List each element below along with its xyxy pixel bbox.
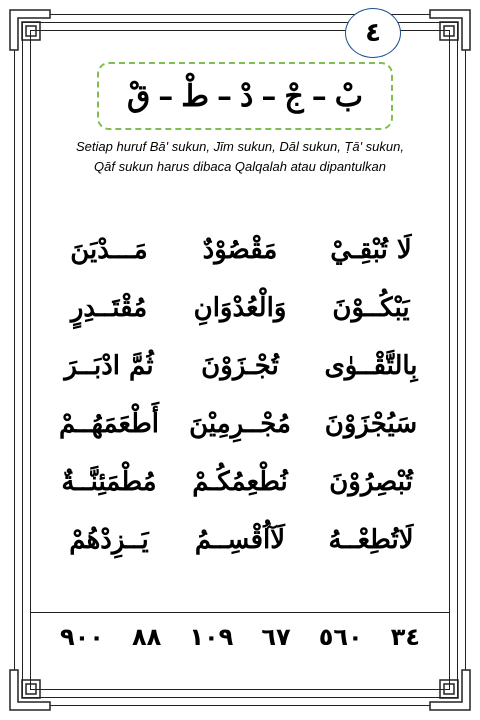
- practice-word: مُجْــرِمِيْنَ: [189, 409, 291, 439]
- letter: قْ: [127, 78, 151, 114]
- practice-word: مُقْتَــدِرٍ: [70, 293, 148, 323]
- letter-separator: –: [217, 78, 233, 114]
- letter-separator: –: [158, 78, 174, 114]
- instruction-line: Qāf sukun harus dibaca Qalqalah atau dipantulkan: [94, 159, 386, 174]
- practice-word: تُجْـزَوْنَ: [201, 351, 279, 381]
- practice-word: تُبْصِرُوْنَ: [329, 467, 413, 497]
- word-row: [44, 518, 436, 576]
- corner-ornament-icon: [8, 8, 52, 52]
- practice-word: لَاتُطِعْــهُ: [328, 525, 414, 555]
- word-row: [44, 402, 436, 460]
- letter: طْ: [181, 78, 210, 114]
- practice-word: أَطْعَمَهُــمْ: [58, 409, 159, 439]
- practice-word: ثُمَّ ادْبَــرَ: [64, 351, 154, 381]
- letter-separator: –: [311, 78, 327, 114]
- word-row: [44, 460, 436, 518]
- letter: دْ: [240, 78, 254, 114]
- practice-word: سَيُجْزَوْنَ: [324, 409, 418, 439]
- letter-separator: –: [261, 78, 277, 114]
- practice-word-grid: [44, 228, 436, 576]
- arabic-number: ٥٦٠: [318, 623, 363, 651]
- instruction-text: [40, 137, 440, 177]
- practice-word: لَآاُقْسِــمُ: [194, 525, 286, 555]
- practice-word: مَـــدْيَنَ: [70, 235, 148, 265]
- arabic-number: ٩٠٠: [60, 623, 104, 651]
- letter: بْ: [334, 78, 364, 114]
- arabic-number: ٦٧: [261, 623, 291, 651]
- qalqalah-letters-box: [97, 62, 393, 130]
- practice-word: لَا تُبْقِـيْ: [330, 235, 412, 265]
- practice-word: يَبْكُــوْنَ: [332, 293, 410, 323]
- number-strip-divider: [30, 612, 450, 613]
- practice-word: وَالْعُدْوَانِ: [193, 293, 287, 323]
- word-row: [44, 344, 436, 402]
- practice-word: مَقْصُوْدٌ: [202, 235, 278, 265]
- practice-word: بِالتَّقْــوٰى: [324, 351, 418, 381]
- arabic-number: ٣٤: [390, 623, 420, 651]
- arabic-number: ٨٨: [132, 623, 162, 651]
- word-row: [44, 228, 436, 286]
- word-row: [44, 286, 436, 344]
- arabic-number-strip: [60, 620, 420, 654]
- practice-word: يَــزِدْهُمْ: [69, 525, 149, 555]
- arabic-number: ١٠٩: [189, 623, 234, 651]
- letter: جْ: [284, 78, 304, 114]
- corner-ornament-icon: [428, 8, 472, 52]
- corner-ornament-icon: [428, 668, 472, 712]
- instruction-line: Setiap huruf Bā' sukun, Jīm sukun, Dāl sukun, Ṭā' sukun,: [76, 139, 404, 154]
- practice-word: نُطْعِمُكُـمْ: [192, 467, 288, 497]
- page-number: ٤: [345, 8, 401, 58]
- corner-ornament-icon: [8, 668, 52, 712]
- practice-word: مُطْمَئِنَّــةٌ: [61, 467, 157, 497]
